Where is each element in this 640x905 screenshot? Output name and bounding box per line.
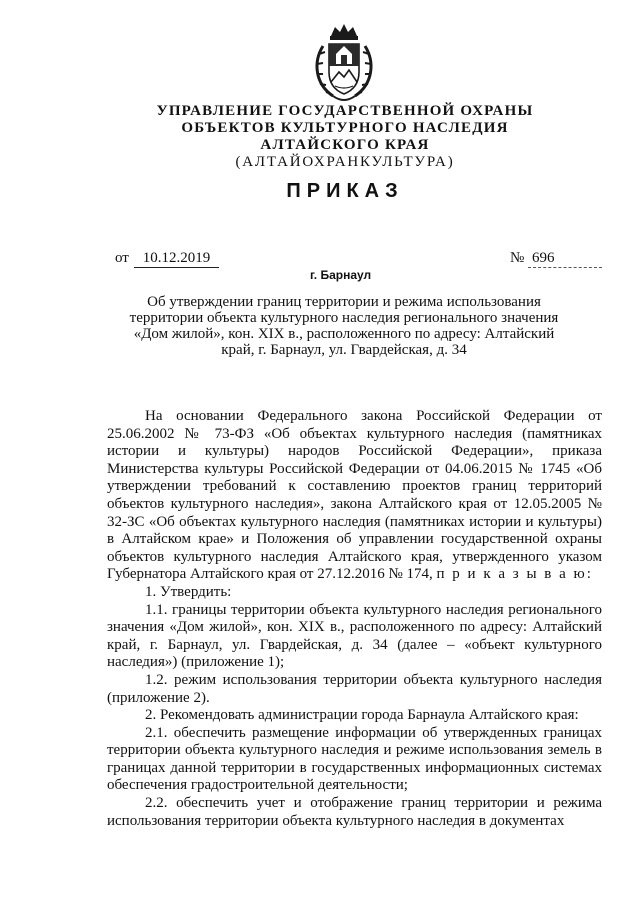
document-number: 696 [528, 250, 602, 268]
document-date: 10.12.2019 [134, 250, 219, 268]
item-2-2: 2.2. обеспечить учет и отображение границ территории и режима использования территории объекта культурного наследия в документах [107, 795, 602, 829]
item-1: 1. Утвердить: [145, 583, 232, 600]
number-sign: № [510, 250, 525, 266]
preamble-paragraph [107, 408, 602, 584]
item-1-1: 1.1. границы территории объекта культурного наследия регионального значения «Дом жилой», кон. XIX в., расположенного по адресу: Алтайский край, г. Барнаул, ул. Гвардейская, д. 34 (далее – «объект культурного наследия») (приложение 1); [107, 601, 602, 671]
city-label: г. Барнаул [310, 268, 372, 282]
agency-name-line-1: УПРАВЛЕНИЕ ГОСУДАРСТВЕННОЙ ОХРАНЫ [156, 103, 534, 119]
agency-name-line-3: АЛТАЙСКОГО КРАЯ [260, 137, 430, 153]
item-2: 2. Рекомендовать администрации города Барнаула Алтайского края: [145, 707, 579, 724]
date-prefix: от [115, 250, 129, 266]
agency-name-line-2: ОБЪЕКТОВ КУЛЬТУРНОГО НАСЛЕДИЯ [181, 120, 509, 136]
item-2-1: 2.1. обеспечить размещение информации об утвержденных границах территории объекта культурного наследия и режиме использования земель в границах данной территории в государственных информационных системах обеспечения градостроительной деятельности; [107, 724, 602, 794]
item-1-2: 1.2. режим использования территории объекта культурного наследия (приложение 2). [107, 671, 602, 706]
document-subject: Об утверждении границ территории и режима использования территории объекта культурного наследия регионального значения «Дом жилой», кон. XIX в., расположенного по адресу: Алтайский край, г. Барнаул, ул. Гвардейская, д. 34 [129, 294, 559, 358]
preamble-text: На основании Федерального закона Российской Федерации от 25.06.2002 № 73-ФЗ «Об объектах культурного наследия (памятниках истории и культуры) народов Российской Федерации», приказа Министерства культуры Российской Федерации от 04.06.2015 № 1745 «Об утверждении требований к составлению проектов границ территорий объектов культурного наследия», закона Алтайского края от 12.05.2005 № 32-ЗС «Об объектах культурного наследия (памятниках истории и культуры) в Алтайском крае» и Положения об управлении государственной охраны объектов культурного наследия Алтайского края, утвержденного указом Губернатора Алтайского края от 27.12.2016 № 174, [107, 408, 602, 583]
altai-krai-coat-of-arms-icon [309, 22, 379, 104]
document-body [107, 408, 602, 830]
agency-short-name: (АЛТАЙОХРАНКУЛЬТУРА) [235, 154, 455, 170]
document-type-title: ПРИКАЗ [286, 180, 404, 202]
order-word: п р и к а з ы в а ю: [436, 566, 593, 583]
